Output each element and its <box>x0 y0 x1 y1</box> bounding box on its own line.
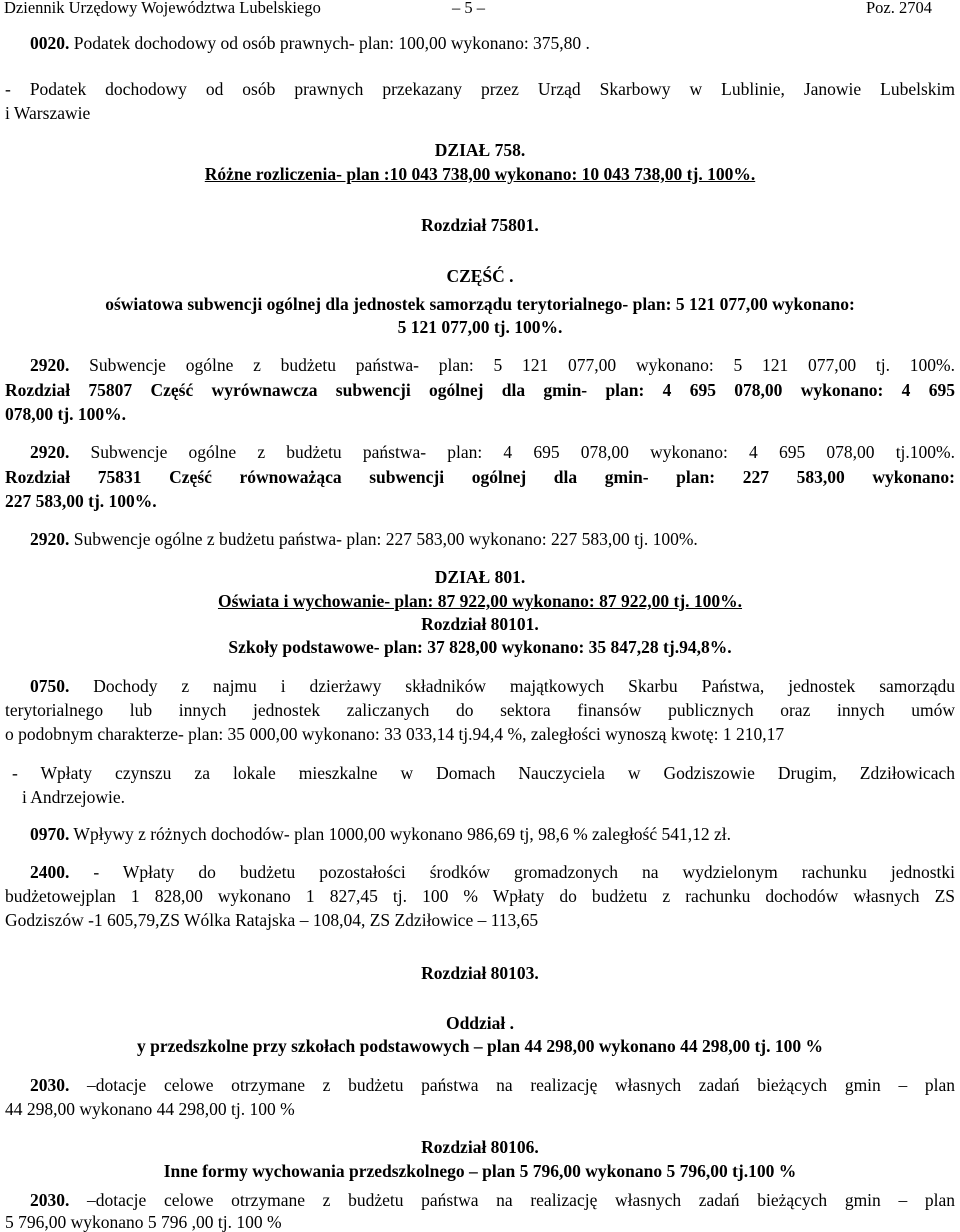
paragraph-line: terytorialnego lub innych jednostek zaliczanych do sektora finansów publicznych oraz innych umów <box>5 700 955 720</box>
section-summary: Różne rozliczenia- plan :10 043 738,00 wykonano: 10 043 738,00 tj. 100%. <box>204 164 756 184</box>
header-journal-title: Dziennik Urzędowy Województwa Lubelskiego <box>4 0 321 17</box>
income-line-2030 <box>30 1190 955 1210</box>
part-summary: 5 121 077,00 tj. 100%. <box>397 317 563 337</box>
classification-code: 2920. <box>30 529 70 549</box>
line-text: Subwencje ogólne z budżetu państwa- plan: 4 695 078,00 wykonano: 4 695 078,00 tj.100%. <box>69 442 955 462</box>
section-summary: Oświata i wychowanie- plan: 87 922,00 wykonano: 87 922,00 tj. 100%. <box>217 591 743 611</box>
chapter-heading: Rozdział 75801. <box>421 215 539 235</box>
paragraph-line: budżetowejplan 1 828,00 wykonano 1 827,45 tj. 100 % Wpłaty do budżetu z rachunku dochodów własnych ZS <box>5 886 955 906</box>
paragraph-line: i Andrzejowie. <box>22 787 126 807</box>
header-position: Poz. 2704 <box>866 0 932 17</box>
line-text: –dotacje celowe otrzymane z budżetu państwa na realizację własnych zadań bieżących gmin – plan <box>69 1190 955 1210</box>
line-text: Subwencje ogólne z budżetu państwa- plan: 227 583,00 wykonano: 227 583,00 tj. 100%. <box>69 529 698 549</box>
income-line-2920 <box>30 355 955 375</box>
income-line-0970 <box>30 824 731 844</box>
classification-code: 2030. <box>30 1190 70 1210</box>
paragraph-line: o podobnym charakterze- plan: 35 000,00 wykonano: 33 033,14 tj.94,4 %, zaległości wynoszą kwotę: 1 210,17 <box>5 724 785 744</box>
chapter-summary: Rozdział 75807 Część wyrównawcza subwencji ogólnej dla gmin- plan: 4 695 078,00 wykonano: 4 695 <box>5 380 955 400</box>
part-heading: Oddział . <box>445 1013 515 1033</box>
paragraph-line: i Warszawie <box>5 103 91 123</box>
chapter-heading: Rozdział 80101. <box>421 614 539 634</box>
chapter-heading: Rozdział 80103. <box>421 963 539 983</box>
classification-code: 0020. <box>30 33 70 53</box>
classification-code: 2030. <box>30 1075 70 1095</box>
classification-code: 2400. <box>30 862 70 882</box>
paragraph-line: - Wpłaty czynszu za lokale mieszkalne w Domach Nauczyciela w Godziszowie Drugim, Zdziłowicach <box>12 763 955 783</box>
paragraph-line: 44 298,00 wykonano 44 298,00 tj. 100 % <box>5 1099 295 1119</box>
income-line-2920 <box>30 529 698 549</box>
chapter-summary: Rozdział 75831 Część równoważąca subwencji ogólnej dla gmin- plan: 227 583,00 wykonano: <box>5 467 955 487</box>
chapter-summary: y przedszkolne przy szkołach podstawowych – plan 44 298,00 wykonano 44 298,00 tj. 100 % <box>137 1036 823 1056</box>
classification-code: 2920. <box>30 442 70 462</box>
part-heading: CZĘŚĆ . <box>446 266 514 286</box>
chapter-summary: Szkoły podstawowe- plan: 37 828,00 wykonano: 35 847,28 tj.94,8%. <box>228 637 732 657</box>
section-heading: DZIAŁ 758. <box>434 140 526 160</box>
chapter-heading: Rozdział 80106. <box>421 1137 539 1157</box>
classification-code: 0970. <box>30 824 70 844</box>
paragraph-line: 5 796,00 wykonano 5 796 ,00 tj. 100 % <box>5 1212 282 1232</box>
income-line-2400 <box>30 862 955 882</box>
line-text: - Wpłaty do budżetu pozostałości środków gromadzonych na wydzielonym rachunku jednostki <box>69 862 955 882</box>
paragraph-line: - Podatek dochodowy od osób prawnych przekazany przez Urząd Skarbowy w Lublinie, Janowie Lubelskim <box>5 79 955 99</box>
paragraph-line: Godziszów -1 605,79,ZS Wólka Ratajska – 108,04, ZS Zdziłowice – 113,65 <box>5 910 539 930</box>
classification-code: 0750. <box>30 676 70 696</box>
line-text: Podatek dochodowy od osób prawnych- plan: 100,00 wykonano: 375,80 . <box>69 33 590 53</box>
income-line-2920 <box>30 442 955 462</box>
section-heading: DZIAŁ 801. <box>434 567 526 587</box>
part-summary: oświatowa subwencji ogólnej dla jednostek samorządu terytorialnego- plan: 5 121 077,00 wykonano: <box>105 294 855 314</box>
chapter-summary: 227 583,00 tj. 100%. <box>5 491 157 511</box>
income-line-0750 <box>30 676 955 696</box>
income-line-0020 <box>30 33 590 53</box>
line-text: Dochody z najmu i dzierżawy składników majątkowych Skarbu Państwa, jednostek samorządu <box>69 676 955 696</box>
header-page-number: – 5 – <box>452 0 485 17</box>
line-text: –dotacje celowe otrzymane z budżetu państwa na realizację własnych zadań bieżących gmin – plan <box>69 1075 955 1095</box>
line-text: Subwencje ogólne z budżetu państwa- plan: 5 121 077,00 wykonano: 5 121 077,00 tj. 100%. <box>69 355 955 375</box>
chapter-summary: Inne formy wychowania przedszkolnego – plan 5 796,00 wykonano 5 796,00 tj.100 % <box>163 1161 797 1181</box>
chapter-summary: 078,00 tj. 100%. <box>5 404 127 424</box>
line-text: Wpływy z różnych dochodów- plan 1000,00 wykonano 986,69 tj, 98,6 % zaległość 541,12 zł. <box>69 824 732 844</box>
income-line-2030 <box>30 1075 955 1095</box>
classification-code: 2920. <box>30 355 70 375</box>
